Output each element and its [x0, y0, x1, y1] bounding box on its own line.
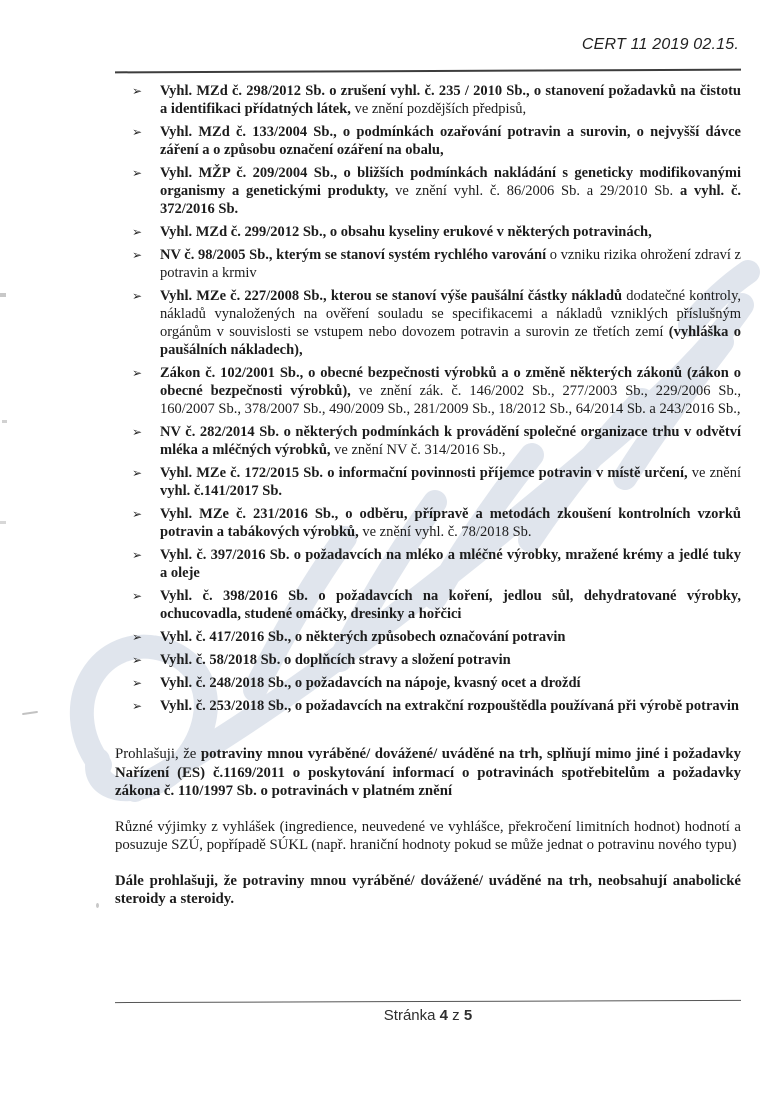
- arrow-bullet-icon: ➢: [132, 653, 143, 667]
- arrow-bullet-icon: ➢: [132, 548, 143, 562]
- arrow-bullet-icon: ➢: [132, 466, 143, 480]
- regulation-item: [132, 628, 741, 646]
- scan-artifact: [2, 420, 7, 423]
- text-segment: ve znění NV č. 314/2016 Sb.,: [334, 442, 506, 458]
- arrow-bullet-icon: ➢: [132, 676, 143, 690]
- regulation-item-text: [160, 629, 566, 645]
- text-segment: ve znění vyhl. č. 78/2018 Sb.: [362, 524, 532, 540]
- regulation-item: [132, 423, 741, 459]
- declaration-paragraph: [115, 818, 741, 855]
- text-segment: 4: [439, 1007, 449, 1024]
- text-segment: z: [448, 1007, 464, 1024]
- text-segment: NV č. 98/2005 Sb., kterým se stanoví systém rychlého varování: [160, 247, 550, 263]
- document-body: [115, 82, 741, 926]
- regulation-item: [132, 287, 741, 359]
- text-segment: ve znění vyhl. č. 86/2006 Sb. a 29/2010 Sb.: [395, 183, 680, 199]
- regulation-item-text: [160, 247, 741, 281]
- regulation-item-text: [160, 165, 741, 217]
- arrow-bullet-icon: ➢: [132, 125, 143, 139]
- page-number: [115, 1007, 741, 1024]
- text-segment: Dále prohlašuji, že potraviny mnou vyráběné/ dovážené/ uváděné na trh, neobsahují anabolické steroidy a steroidy.: [115, 872, 741, 907]
- regulation-item: [132, 246, 741, 282]
- arrow-bullet-icon: ➢: [132, 366, 143, 380]
- text-segment: Vyhl. MZd č. 298/2012 Sb. o zrušení vyhl. č. 235 / 2010 Sb., o stanovení požadavků na čistotu a identifikaci přídatných látek,: [160, 83, 741, 117]
- arrow-bullet-icon: ➢: [132, 699, 143, 713]
- text-segment: NV č. 282/2014 Sb. o některých podmínkách k provádění společné organizace trhu v odvětví mléka a mléčných výrobků,: [160, 424, 741, 458]
- header-cert-code: CERT 11 2019 02.15.: [581, 36, 739, 53]
- text-segment: Vyhl. č. 398/2016 Sb. o požadavcích na koření, jedlou sůl, dehydratované výrobky, ochucovadla, studené omáčky, dresinky a hořčici: [160, 588, 741, 622]
- regulation-item-text: [160, 675, 581, 691]
- text-segment: Stránka: [383, 1007, 440, 1024]
- text-segment: Různé výjimky z vyhlášek (ingredience, neuvedené ve vyhlášce, překročení limitních hodnot) hodnotí a posuzuje SZÚ, popřípadě SÚKL (např. hraniční hodnoty pokud se může jednat o potravinu nového typu): [115, 818, 741, 853]
- text-segment: Vyhl. MZd č. 299/2012 Sb., o obsahu kyseliny erukové v některých potravinách,: [160, 224, 652, 240]
- text-segment: ve znění zák. č. 146/2002 Sb., 277/2003 Sb., 229/2006 Sb., 160/2007 Sb., 378/2007 Sb., 490/2009 Sb., 281/2009 Sb., 18/2012 Sb., 64/2014 Sb. a 243/2016 Sb.,: [160, 383, 741, 417]
- declaration-paragraph: [115, 872, 741, 909]
- text-segment: ve znění: [691, 465, 741, 481]
- text-segment: Vyhl. MZe č. 227/2008 Sb., kterou se stanoví výše paušální částky nákladů: [160, 288, 627, 304]
- regulation-item-text: [160, 506, 741, 540]
- regulation-item: [132, 464, 741, 500]
- regulation-item: [132, 123, 741, 159]
- regulation-item: [132, 697, 741, 715]
- regulation-item: [132, 82, 741, 118]
- text-segment: vyhl. č.141/2017 Sb.: [160, 483, 283, 499]
- regulation-item-text: [160, 224, 652, 240]
- page-header: [115, 36, 739, 54]
- regulation-item-text: [160, 588, 741, 622]
- arrow-bullet-icon: ➢: [132, 630, 143, 644]
- regulation-item-text: [160, 124, 741, 158]
- arrow-bullet-icon: ➢: [132, 425, 143, 439]
- text-segment: dodatečné kontroly, nákladů vynaložených na ověření souladu se specifikacemi a nákladů vzniklých příslušným orgánům v souvislosti se vstupem nebo dovozem potravin a surovin ze třetích zemí: [160, 288, 741, 340]
- arrow-bullet-icon: ➢: [132, 248, 143, 262]
- regulation-item: [132, 164, 742, 218]
- text-segment: a vyhl. č. 372/2016 Sb.: [160, 183, 742, 217]
- text-segment: potraviny mnou vyráběné/ dovážené/ uváděné na trh, splňují mimo jiné i požadavky Nařízení (ES) č.1169/2011 o poskytování informací o potravinách spotřebitelům a požadavky zákona č. 110/1997 Sb. o potravinách v platném znění: [115, 746, 741, 799]
- regulation-item-text: [160, 652, 511, 668]
- text-segment: (vyhláška o paušálních nákladech),: [160, 324, 741, 358]
- text-segment: Vyhl. č. 417/2016 Sb., o některých způsobech označování potravin: [160, 629, 566, 645]
- text-segment: Vyhl. č. 248/2018 Sb., o požadavcích na nápoje, kvasný ocet a droždí: [160, 675, 581, 691]
- regulation-item: [132, 546, 741, 582]
- regulation-item-text: [160, 365, 741, 417]
- regulation-item: [132, 505, 741, 541]
- regulation-item: [132, 674, 741, 692]
- regulation-list: [115, 82, 741, 715]
- text-segment: Vyhl. MZe č. 172/2015 Sb. o informační povinnosti příjemce potravin v místě určení,: [160, 465, 692, 481]
- text-segment: Prohlašuji, že: [115, 746, 201, 762]
- arrow-bullet-icon: ➢: [132, 166, 143, 180]
- arrow-bullet-icon: ➢: [132, 225, 143, 239]
- text-segment: 5: [463, 1007, 473, 1024]
- declaration-paragraphs: [115, 745, 741, 909]
- header-rule: [115, 69, 741, 74]
- footer-rule: [115, 1000, 741, 1003]
- text-segment: Vyhl. MZd č. 133/2004 Sb., o podmínkách ozařování potravin a surovin, o nejvyšší dávce záření a o způsobu označení ozáření na obalu,: [160, 124, 741, 158]
- regulation-item-text: [160, 698, 739, 714]
- scan-artifact: [22, 711, 38, 715]
- text-segment: Vyhl. č. 253/2018 Sb., o požadavcích na extrakční rozpouštědla používaná při výrobě potravin: [160, 698, 739, 714]
- scan-artifact: [96, 903, 99, 908]
- regulation-item-text: [160, 424, 741, 458]
- declaration-paragraph: [115, 745, 741, 801]
- arrow-bullet-icon: ➢: [132, 84, 143, 98]
- regulation-item: [132, 223, 741, 241]
- page-footer: [115, 1001, 741, 1024]
- regulation-item: [132, 651, 741, 669]
- regulation-item-text: [160, 465, 741, 499]
- arrow-bullet-icon: ➢: [132, 589, 143, 603]
- text-segment: o vzniku rizika ohrožení zdraví z potravin a krmiv: [160, 247, 741, 281]
- text-segment: Vyhl. č. 58/2018 Sb. o doplňcích stravy a složení potravin: [160, 652, 511, 668]
- scan-artifact: [0, 293, 6, 297]
- text-segment: Vyhl. č. 397/2016 Sb. o požadavcích na mléko a mléčné výrobky, mražené krémy a jedlé tuky a oleje: [160, 547, 741, 581]
- regulation-item-text: [160, 83, 741, 117]
- text-segment: ve znění pozdějších předpisů,: [354, 101, 527, 117]
- regulation-item: [132, 364, 741, 418]
- arrow-bullet-icon: ➢: [132, 289, 143, 303]
- text-segment: Vyhl. MŽP č. 209/2004 Sb., o bližších podmínkách nakládání s geneticky modifikovanými organismy a genetickými produkty,: [160, 165, 741, 199]
- arrow-bullet-icon: ➢: [132, 507, 143, 521]
- regulation-item-text: [160, 547, 741, 581]
- scan-artifact: [0, 521, 6, 524]
- regulation-item-text: [160, 288, 741, 358]
- regulation-item: [132, 587, 741, 623]
- text-segment: Zákon č. 102/2001 Sb., o obecné bezpečnosti výrobků a o změně některých zákonů (zákon o obecné bezpečnosti výrobků),: [160, 365, 741, 399]
- text-segment: Vyhl. MZe č. 231/2016 Sb., o odběru, přípravě a metodách zkoušení kontrolních vzorků potravin a tabákových výrobků,: [160, 506, 741, 540]
